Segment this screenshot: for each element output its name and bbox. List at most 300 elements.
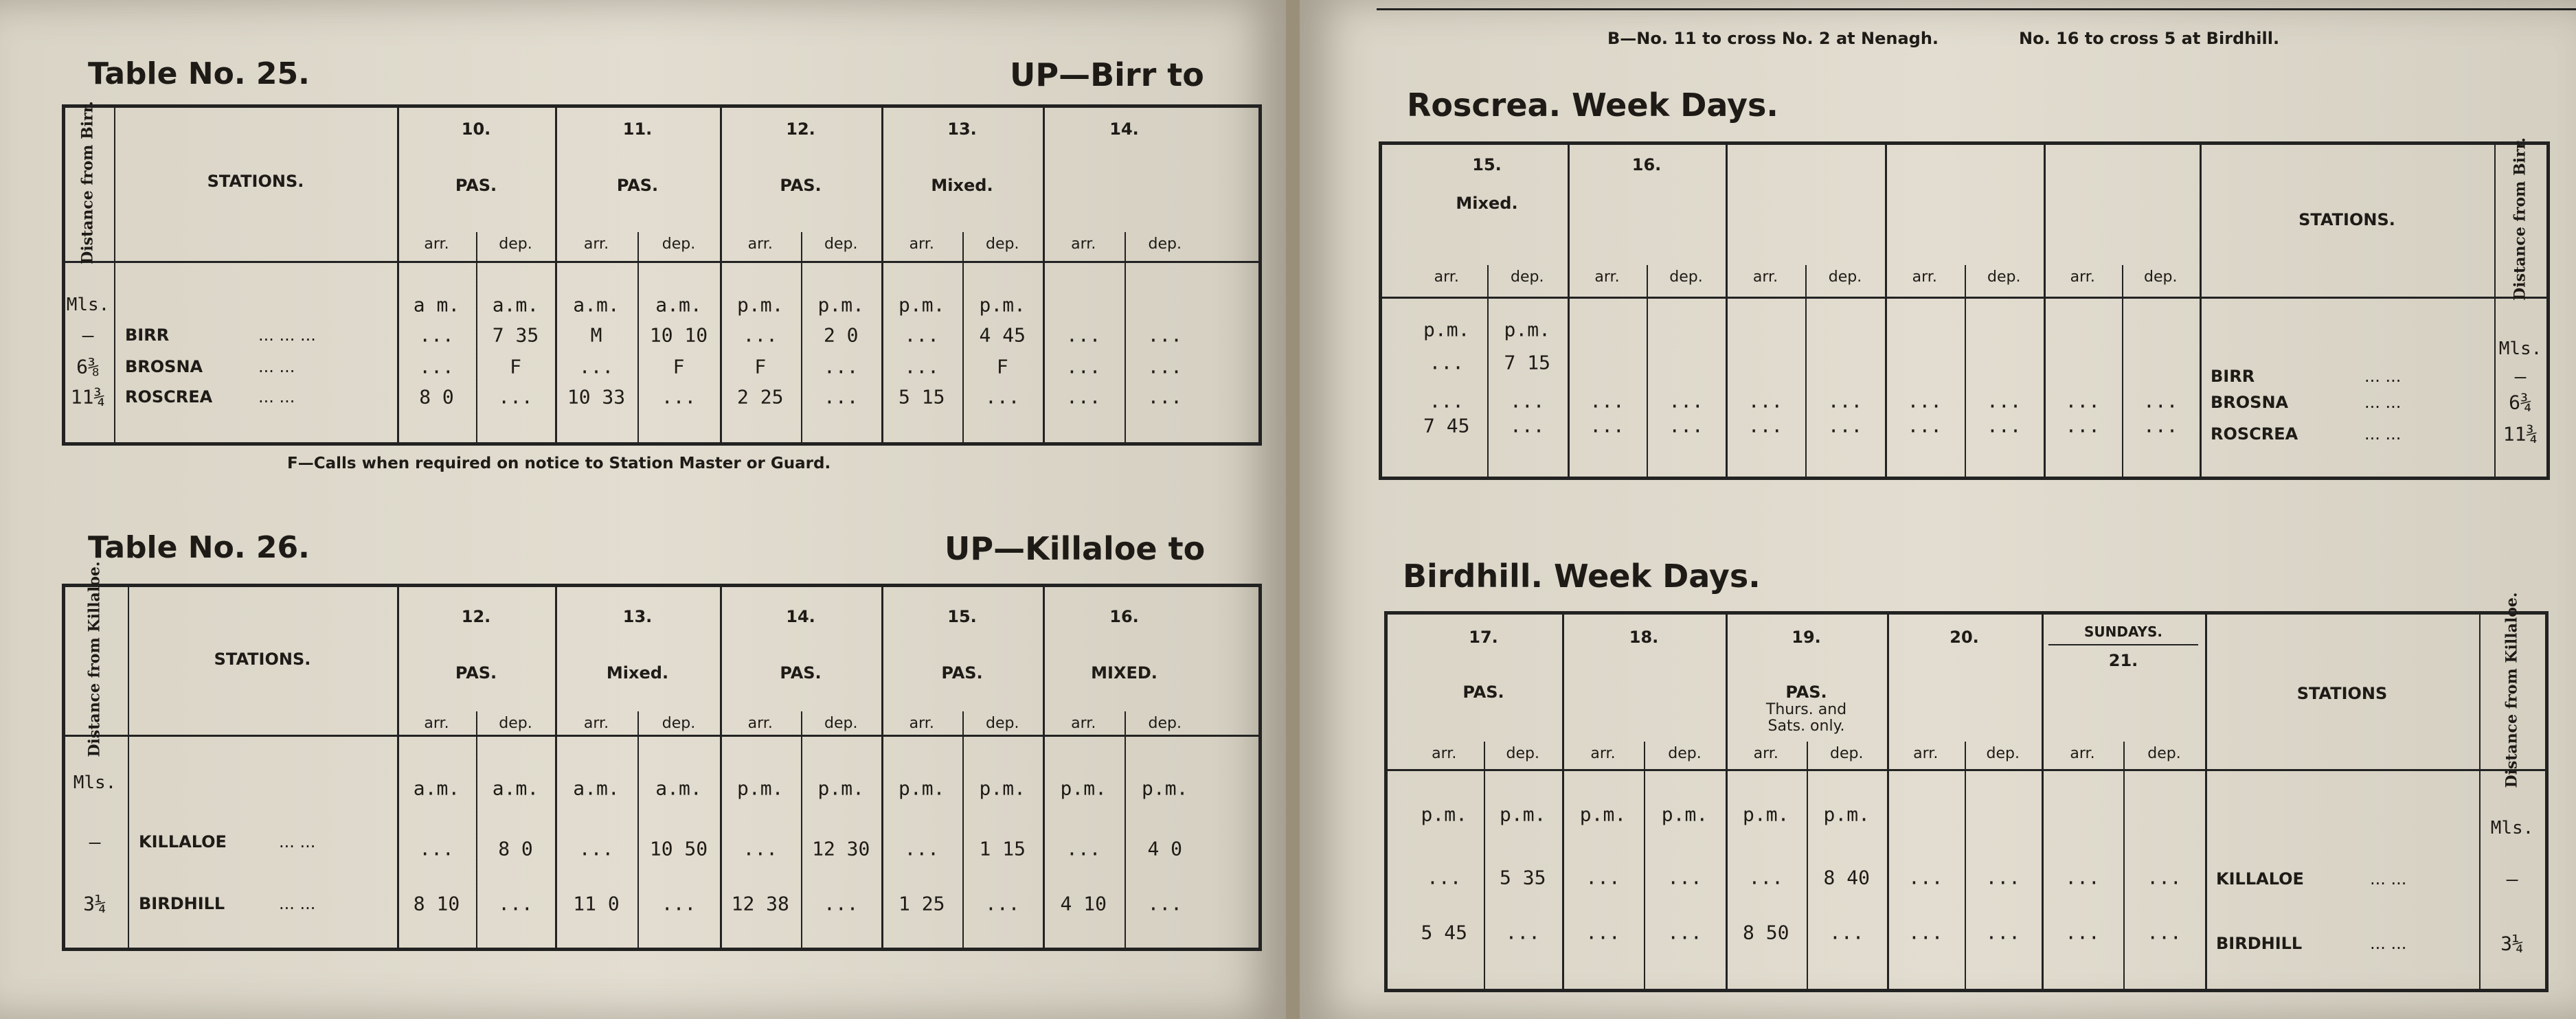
rule-v xyxy=(1644,742,1645,989)
time-cell: ... xyxy=(2147,921,2182,944)
train-number: 18. xyxy=(1629,628,1659,647)
time-cell: ... xyxy=(904,837,940,860)
time-cell: ... xyxy=(498,892,533,915)
train-number: 13. xyxy=(622,607,653,626)
rule-v xyxy=(801,232,802,442)
time-cell: 5 35 xyxy=(1500,866,1546,889)
time-cell: 4 10 xyxy=(1060,892,1107,915)
rule-v xyxy=(1807,742,1808,989)
leader-dots: ... ... xyxy=(279,832,316,851)
dep-label: dep. xyxy=(662,236,696,253)
time-cell: 1 15 xyxy=(979,837,1026,860)
train-note: Thurs. and xyxy=(1765,701,1847,718)
time-cell: ... xyxy=(419,323,454,347)
arr-label: arr. xyxy=(747,236,773,253)
dep-label: dep. xyxy=(1148,236,1182,253)
station-distance: 3¼ xyxy=(2500,932,2524,955)
station-distance: 11¾ xyxy=(2502,422,2538,446)
rule-v xyxy=(2546,141,2550,480)
time-cell: p.m. xyxy=(1504,318,1550,341)
arr-label: arr. xyxy=(1752,268,1778,286)
time-cell: ... xyxy=(2065,414,2101,437)
time-cell: p.m. xyxy=(817,293,864,317)
arr-label: arr. xyxy=(583,236,609,253)
train-type: PAS. xyxy=(780,663,822,683)
time-cell: F xyxy=(510,355,521,378)
train-number: 16. xyxy=(1631,155,1662,174)
dep-label: dep. xyxy=(824,236,858,253)
train-type: PAS. xyxy=(455,663,497,683)
top-note-right: No. 16 to cross 5 at Birdhill. xyxy=(2019,29,2280,48)
time-cell: a.m. xyxy=(573,293,620,317)
time-cell: ... xyxy=(1147,892,1183,915)
rule-v xyxy=(2122,265,2123,477)
time-cell: ... xyxy=(1985,921,2021,944)
rule-v xyxy=(1258,104,1262,446)
rule-h xyxy=(62,948,1258,951)
time-cell: ... xyxy=(578,837,614,860)
time-cell: ... xyxy=(743,837,778,860)
train-type: PAS. xyxy=(616,176,659,195)
dep-label: dep. xyxy=(1828,268,1862,286)
train-number: 15. xyxy=(947,607,977,626)
rule-h xyxy=(62,442,1258,446)
train-number: 17. xyxy=(1469,628,1498,647)
arr-label: arr. xyxy=(1432,745,1457,762)
rule-v xyxy=(1885,141,1887,477)
time-cell: ... xyxy=(1908,866,1943,889)
time-cell: ... xyxy=(2065,921,2100,944)
time-cell: p.m. xyxy=(737,293,784,317)
station-distance: 11¾ xyxy=(70,385,106,409)
rule-v xyxy=(1384,611,1388,992)
rule-v xyxy=(2545,611,2549,992)
station-distance: — xyxy=(89,830,101,854)
dep-label: dep. xyxy=(986,236,1019,253)
top-rule xyxy=(1377,8,2576,10)
arr-label: arr. xyxy=(1913,745,1939,762)
time-cell: ... xyxy=(1748,389,1783,413)
dep-label: dep. xyxy=(2147,745,2181,762)
arr-label: arr. xyxy=(1594,268,1620,286)
leader-dots: ... ... xyxy=(2364,367,2402,386)
rule-v xyxy=(62,584,65,951)
time-cell: ... xyxy=(1147,385,1183,409)
time-cell: ... xyxy=(823,385,859,409)
station-name: BIRDHILL xyxy=(139,894,225,913)
time-cell: ... xyxy=(1426,866,1462,889)
rule-v xyxy=(476,711,477,948)
left-page xyxy=(0,0,1286,1019)
train-number: 12. xyxy=(786,119,815,139)
train-type: PAS. xyxy=(1785,683,1827,702)
train-note: Sats. only. xyxy=(1767,718,1845,735)
arr-label: arr. xyxy=(2070,268,2095,286)
dep-label: dep. xyxy=(499,715,532,732)
time-cell: p.m. xyxy=(1579,803,1627,826)
leader-dots: ... ... xyxy=(258,387,295,407)
table-25-title: Table No. 25. xyxy=(88,56,310,91)
time-cell: ... xyxy=(1585,921,1620,944)
time-cell: p.m. xyxy=(1743,803,1789,826)
time-cell: ... xyxy=(1827,389,1863,413)
rule-h xyxy=(2048,644,2198,645)
time-cell: 4 0 xyxy=(1147,837,1183,860)
train-number: 20. xyxy=(1950,628,1979,647)
arr-label: arr. xyxy=(583,715,609,732)
stations-header: STATIONS. xyxy=(2298,210,2395,229)
leader-dots: ... ... xyxy=(2364,424,2402,444)
rule-v xyxy=(720,104,722,442)
rule-v xyxy=(397,584,399,948)
time-cell: 10 10 xyxy=(649,323,708,347)
dep-label: dep. xyxy=(1511,268,1544,286)
dep-label: dep. xyxy=(1148,715,1182,732)
rule-h xyxy=(1379,297,2546,299)
train-number: 15. xyxy=(1472,155,1502,174)
time-cell: p.m. xyxy=(1423,318,1470,341)
train-type: MIXED. xyxy=(1091,663,1157,683)
rule-v xyxy=(1965,265,1966,477)
rule-v xyxy=(1647,265,1648,477)
time-cell: p.m. xyxy=(979,293,1026,317)
time-cell: ... xyxy=(2147,866,2182,889)
time-cell: ... xyxy=(1509,389,1545,413)
leader-dots: ... ... xyxy=(2370,869,2407,889)
leader-dots: ... ... xyxy=(258,357,295,376)
time-cell: 1 25 xyxy=(899,892,945,915)
time-cell: a.m. xyxy=(413,777,460,800)
station-distance: 3¼ xyxy=(83,892,106,915)
time-cell: a.m. xyxy=(492,777,539,800)
table-25-footnote: F—Calls when required on notice to Station Master or Guard. xyxy=(287,455,831,472)
time-cell: ... xyxy=(1748,414,1783,437)
dep-label: dep. xyxy=(1668,745,1702,762)
rule-v xyxy=(1043,104,1045,442)
stations-header: STATIONS xyxy=(2296,684,2388,703)
time-cell: ... xyxy=(823,355,859,378)
train-number: 10. xyxy=(461,119,491,139)
distance-header: Distance from Birr. xyxy=(2511,137,2529,301)
time-cell: ... xyxy=(1509,414,1545,437)
time-cell: ... xyxy=(984,385,1020,409)
dep-label: dep. xyxy=(986,715,1019,732)
train-type: PAS. xyxy=(780,176,822,195)
time-cell: ... xyxy=(1065,323,1101,347)
time-cell: ... xyxy=(1669,414,1704,437)
stations-header: STATIONS. xyxy=(207,172,304,191)
time-cell: 8 40 xyxy=(1823,866,1870,889)
time-cell: ... xyxy=(1590,414,1625,437)
rule-h xyxy=(62,104,1258,108)
rule-v xyxy=(1726,141,1728,477)
top-note-left: B—No. 11 to cross No. 2 at Nenagh. xyxy=(1607,29,1939,48)
rule-v xyxy=(2044,141,2046,477)
time-cell: ... xyxy=(823,892,859,915)
station-distance: 6⅜ xyxy=(76,355,100,378)
station-name: BIRDHILL xyxy=(2216,934,2303,953)
rule-v xyxy=(1965,742,1966,989)
station-name: KILLALOE xyxy=(2216,869,2304,889)
leader-dots: ... ... xyxy=(2364,393,2402,412)
time-cell: ... xyxy=(661,892,697,915)
time-cell: F xyxy=(754,355,767,378)
rule-v xyxy=(2042,611,2044,989)
table-25-route-right: Roscrea. Week Days. xyxy=(1407,87,1778,124)
time-cell: ... xyxy=(1829,921,1864,944)
distance-header: Distance from Birr. xyxy=(78,101,97,264)
time-cell: 10 50 xyxy=(649,837,708,860)
arr-label: arr. xyxy=(424,236,449,253)
time-cell: a.m. xyxy=(655,777,702,800)
dep-label: dep. xyxy=(662,715,696,732)
time-cell: ... xyxy=(1590,389,1625,413)
station-name: BIRR xyxy=(125,325,170,345)
time-cell: p.m. xyxy=(899,293,945,317)
time-cell: 8 0 xyxy=(498,837,533,860)
time-cell: p.m. xyxy=(899,777,945,800)
rule-h xyxy=(1379,477,2546,480)
rule-v xyxy=(1258,584,1262,951)
time-cell: ... xyxy=(1986,414,2022,437)
rule-v xyxy=(1379,141,1382,480)
leader-dots: ... ... xyxy=(279,894,316,913)
time-cell: ... xyxy=(1147,323,1183,347)
distance-header: Distance from Killaloe. xyxy=(85,561,104,757)
train-type: Mixed. xyxy=(931,176,993,195)
train-number: 21. xyxy=(2108,651,2138,670)
train-number: 12. xyxy=(461,607,491,626)
station-distance: 6¾ xyxy=(2509,391,2532,414)
time-cell: ... xyxy=(419,837,454,860)
time-cell: ... xyxy=(904,323,940,347)
time-cell: 7 35 xyxy=(492,323,539,347)
time-cell: a m. xyxy=(413,293,460,317)
rule-v xyxy=(1043,584,1045,948)
time-cell: ... xyxy=(1065,355,1101,378)
rule-v xyxy=(114,104,115,442)
time-cell: 8 50 xyxy=(1743,921,1789,944)
time-cell: a.m. xyxy=(573,777,620,800)
time-cell: ... xyxy=(419,355,454,378)
rule-v xyxy=(555,584,557,948)
rule-v xyxy=(397,104,399,442)
rule-v xyxy=(62,104,65,446)
rule-h xyxy=(1384,611,2545,615)
table-26-title: Table No. 26. xyxy=(88,530,310,565)
time-cell: ... xyxy=(578,355,614,378)
time-cell: p.m. xyxy=(1823,803,1870,826)
rule-v xyxy=(801,711,802,948)
time-cell: 7 15 xyxy=(1504,351,1550,374)
table-25-route-left: UP—Birr to xyxy=(1010,56,1204,93)
time-cell: ... xyxy=(904,355,940,378)
time-cell: ... xyxy=(1147,355,1183,378)
miles-label: Mls. xyxy=(73,772,117,793)
time-cell: ... xyxy=(1748,866,1784,889)
rule-v xyxy=(1484,742,1485,989)
rule-v xyxy=(1562,611,1564,989)
time-cell: 12 30 xyxy=(812,837,870,860)
rule-v xyxy=(2479,611,2481,989)
dep-label: dep. xyxy=(1986,745,2020,762)
train-type: PAS. xyxy=(941,663,983,683)
time-cell: p.m. xyxy=(1421,803,1467,826)
station-name: BIRR xyxy=(2211,367,2255,386)
time-cell: F xyxy=(673,355,685,378)
time-cell: ... xyxy=(1505,921,1541,944)
rule-v xyxy=(2200,141,2202,477)
time-cell: p.m. xyxy=(979,777,1026,800)
distance-header: Distance from Killaloe. xyxy=(2502,592,2521,788)
rule-v xyxy=(1568,141,1570,477)
time-cell: ... xyxy=(1669,389,1704,413)
time-cell: 5 15 xyxy=(899,385,945,409)
time-cell: F xyxy=(996,355,1008,378)
time-cell: ... xyxy=(1065,385,1101,409)
time-cell: 8 0 xyxy=(419,385,454,409)
time-cell: ... xyxy=(1429,389,1465,413)
time-cell: ... xyxy=(1585,866,1620,889)
rule-v xyxy=(881,104,883,442)
rule-v xyxy=(2205,611,2207,989)
time-cell: ... xyxy=(1908,921,1943,944)
time-cell: p.m. xyxy=(1060,777,1107,800)
station-distance: — xyxy=(82,323,94,347)
time-cell: ... xyxy=(1667,866,1702,889)
rule-v xyxy=(2123,742,2125,989)
sundays-label: SUNDAYS. xyxy=(2083,623,2163,640)
time-cell: ... xyxy=(2143,414,2178,437)
dep-label: dep. xyxy=(824,715,858,732)
leader-dots: ... ... ... xyxy=(258,325,316,345)
arr-label: arr. xyxy=(1590,745,1616,762)
station-distance: — xyxy=(2506,867,2518,891)
rule-v xyxy=(637,711,639,948)
train-type: Mixed. xyxy=(606,663,669,683)
time-cell: 5 45 xyxy=(1421,921,1467,944)
arr-label: arr. xyxy=(1071,715,1096,732)
miles-label: Mls. xyxy=(2498,339,2542,359)
station-distance: — xyxy=(2514,365,2527,388)
time-cell: 12 38 xyxy=(731,892,789,915)
arr-label: arr. xyxy=(747,715,773,732)
time-cell: ... xyxy=(2065,866,2100,889)
time-cell: 4 45 xyxy=(979,323,1026,347)
time-cell: ... xyxy=(1667,921,1702,944)
time-cell: 10 33 xyxy=(567,385,626,409)
rule-v xyxy=(962,232,964,442)
table-26-route-left: UP—Killaloe to xyxy=(945,530,1206,567)
train-number: 14. xyxy=(1109,119,1139,139)
rule-v xyxy=(476,232,477,442)
dep-label: dep. xyxy=(1669,268,1703,286)
train-number: 11. xyxy=(622,119,653,139)
time-cell: 11 0 xyxy=(573,892,620,915)
rule-h xyxy=(62,735,1258,737)
train-number: 14. xyxy=(786,607,815,626)
rule-h xyxy=(1379,141,2546,145)
station-name: ROSCREA xyxy=(2211,424,2298,444)
arr-label: arr. xyxy=(909,715,934,732)
rule-v xyxy=(1726,611,1728,989)
stations-header: STATIONS. xyxy=(214,650,311,669)
miles-label: Mls. xyxy=(66,295,110,315)
right-page xyxy=(1300,0,2576,1019)
time-cell: p.m. xyxy=(1661,803,1708,826)
rule-v xyxy=(881,584,883,948)
rule-v xyxy=(1125,711,1126,948)
time-cell: ... xyxy=(743,323,778,347)
time-cell: ... xyxy=(984,892,1020,915)
dep-label: dep. xyxy=(1987,268,2021,286)
time-cell: a.m. xyxy=(492,293,539,317)
leader-dots: ... ... xyxy=(2370,934,2407,953)
train-number: 19. xyxy=(1792,628,1821,647)
table-26-route-right: Birdhill. Week Days. xyxy=(1403,558,1761,595)
arr-label: arr. xyxy=(1912,268,1937,286)
rule-h xyxy=(1384,989,2545,992)
rule-v xyxy=(720,584,722,948)
time-cell: ... xyxy=(1429,351,1465,374)
time-cell: ... xyxy=(1907,414,1943,437)
arr-label: arr. xyxy=(1753,745,1778,762)
time-cell: ... xyxy=(1985,866,2021,889)
arr-label: arr. xyxy=(424,715,449,732)
arr-label: arr. xyxy=(909,236,934,253)
time-cell: p.m. xyxy=(817,777,864,800)
arr-label: arr. xyxy=(1434,268,1459,286)
rule-v xyxy=(1487,265,1489,477)
dep-label: dep. xyxy=(1830,745,1864,762)
train-number: 16. xyxy=(1109,607,1139,626)
rule-v xyxy=(1805,265,1807,477)
rule-v xyxy=(637,232,639,442)
time-cell: p.m. xyxy=(1500,803,1546,826)
station-name: ROSCREA xyxy=(125,387,213,407)
miles-label: Mls. xyxy=(2490,818,2534,838)
rule-v xyxy=(128,584,129,948)
rule-v xyxy=(555,104,557,442)
time-cell: a.m. xyxy=(655,293,702,317)
train-type: PAS. xyxy=(455,176,497,195)
train-type: Mixed. xyxy=(1456,194,1518,213)
station-name: BROSNA xyxy=(2211,393,2289,412)
time-cell: ... xyxy=(1827,414,1863,437)
arr-label: arr. xyxy=(1071,236,1096,253)
dep-label: dep. xyxy=(499,236,532,253)
train-number: 13. xyxy=(947,119,977,139)
time-cell: ... xyxy=(661,385,697,409)
station-name: KILLALOE xyxy=(139,832,227,851)
station-name: BROSNA xyxy=(125,357,203,376)
time-cell: 8 10 xyxy=(413,892,460,915)
time-cell: ... xyxy=(498,385,533,409)
train-type: PAS. xyxy=(1462,683,1504,702)
time-cell: 2 25 xyxy=(737,385,784,409)
time-cell: 2 0 xyxy=(823,323,859,347)
time-cell: ... xyxy=(1065,837,1101,860)
rule-h xyxy=(62,261,1258,263)
time-cell: ... xyxy=(2143,389,2178,413)
rule-v xyxy=(962,711,964,948)
rule-v xyxy=(1125,232,1126,442)
time-cell: p.m. xyxy=(1142,777,1188,800)
time-cell: 7 45 xyxy=(1423,414,1470,437)
time-cell: ... xyxy=(1986,389,2022,413)
time-cell: ... xyxy=(2065,389,2101,413)
rule-h xyxy=(62,584,1258,587)
